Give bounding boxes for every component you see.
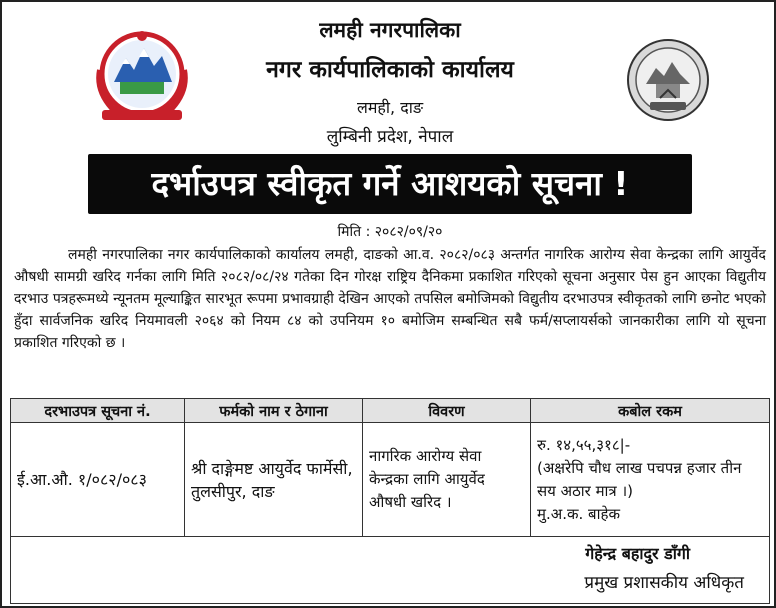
cell-firm: श्री दाङ्गेमष्ट आयुर्वेद फार्मेसी, तुलसीपुर, दाङ <box>185 423 363 537</box>
amount-words: (अक्षरेपि चौध लाख पचपन्न हजार तीन सय अठार मात्र ।) <box>537 458 742 500</box>
municipality-name: लमही नगरपालिका <box>319 18 461 42</box>
table-row <box>11 423 770 537</box>
award-table <box>10 398 770 537</box>
amount-figure: रु. १४,५५,३१८|- <box>537 435 631 454</box>
notice-title-banner: दर्भाउपत्र स्वीकृत गर्ने आशयको सूचना ! <box>88 154 692 214</box>
amount-vat-note: मु.अ.क. बाहेक <box>537 504 620 523</box>
header-description: विवरण <box>363 399 531 423</box>
office-name: नगर कार्यपालिकाको कार्यालय <box>266 57 514 83</box>
header-notice-no: दरभाउपत्र सूचना नं. <box>11 399 185 423</box>
header-firm: फर्मको नाम र ठेगाना <box>185 399 363 423</box>
table-header-row <box>11 399 770 423</box>
notice-date: मिति : २०८२/०९/२० <box>337 224 443 240</box>
signatory-name: गेहेन्द्र बहादुर डाँगी <box>585 544 690 563</box>
body-paragraph: लमही नगरपालिका नगर कार्यपालिकाको कार्यालय लमही, दाङको आ.व. २०८२/०८३ अन्तर्गत नागरिक आरोग्य सेवा केन्द्रका लागि आयुर्वेद औषधी सामग्री खरिद गर्नका लागि मिति २०८२/०८/२४ गतेका दिन गोरक्ष राष्ट्रिय दैनिकमा प्रकाशित गरिएको सूचना अनुसार पेस हुन आएका विद्युतीय दरभाउ पत्रहरूमध्ये न्यूनतम मूल्याङ्कित सारभूत रूपमा प्रभावग्राही देखिन आएको तपसिल बमोजिमको विद्युतीय दरभाउपत्र स्वीकृतको लागि छनोट भएको हुँदा सार्वजनिक खरिद नियमावली २०६४ को नियम ८४ को उपनियम १० बमोजिम सम्बन्धित सबै फर्म/सप्लायर्सको जानकारीका लागि यो सूचना प्रकाशित गरिएको छ । <box>14 247 766 351</box>
office-location: लमही, दाङ <box>356 98 424 117</box>
header-amount: कबोल रकम <box>531 399 770 423</box>
notice-body <box>14 244 766 354</box>
cell-description: नागरिक आरोग्य सेवा केन्द्रका लागि आयुर्वेद औषधी खरिद । <box>363 423 531 537</box>
cell-amount <box>531 423 770 537</box>
province-line: लुम्बिनी प्रदेश, नेपाल <box>326 127 454 147</box>
signatory-title: प्रमुख प्रशासकीय अधिकृत <box>584 573 744 593</box>
cell-notice-no: ई.आ.औ. १/०८२/०८३ <box>11 423 185 537</box>
